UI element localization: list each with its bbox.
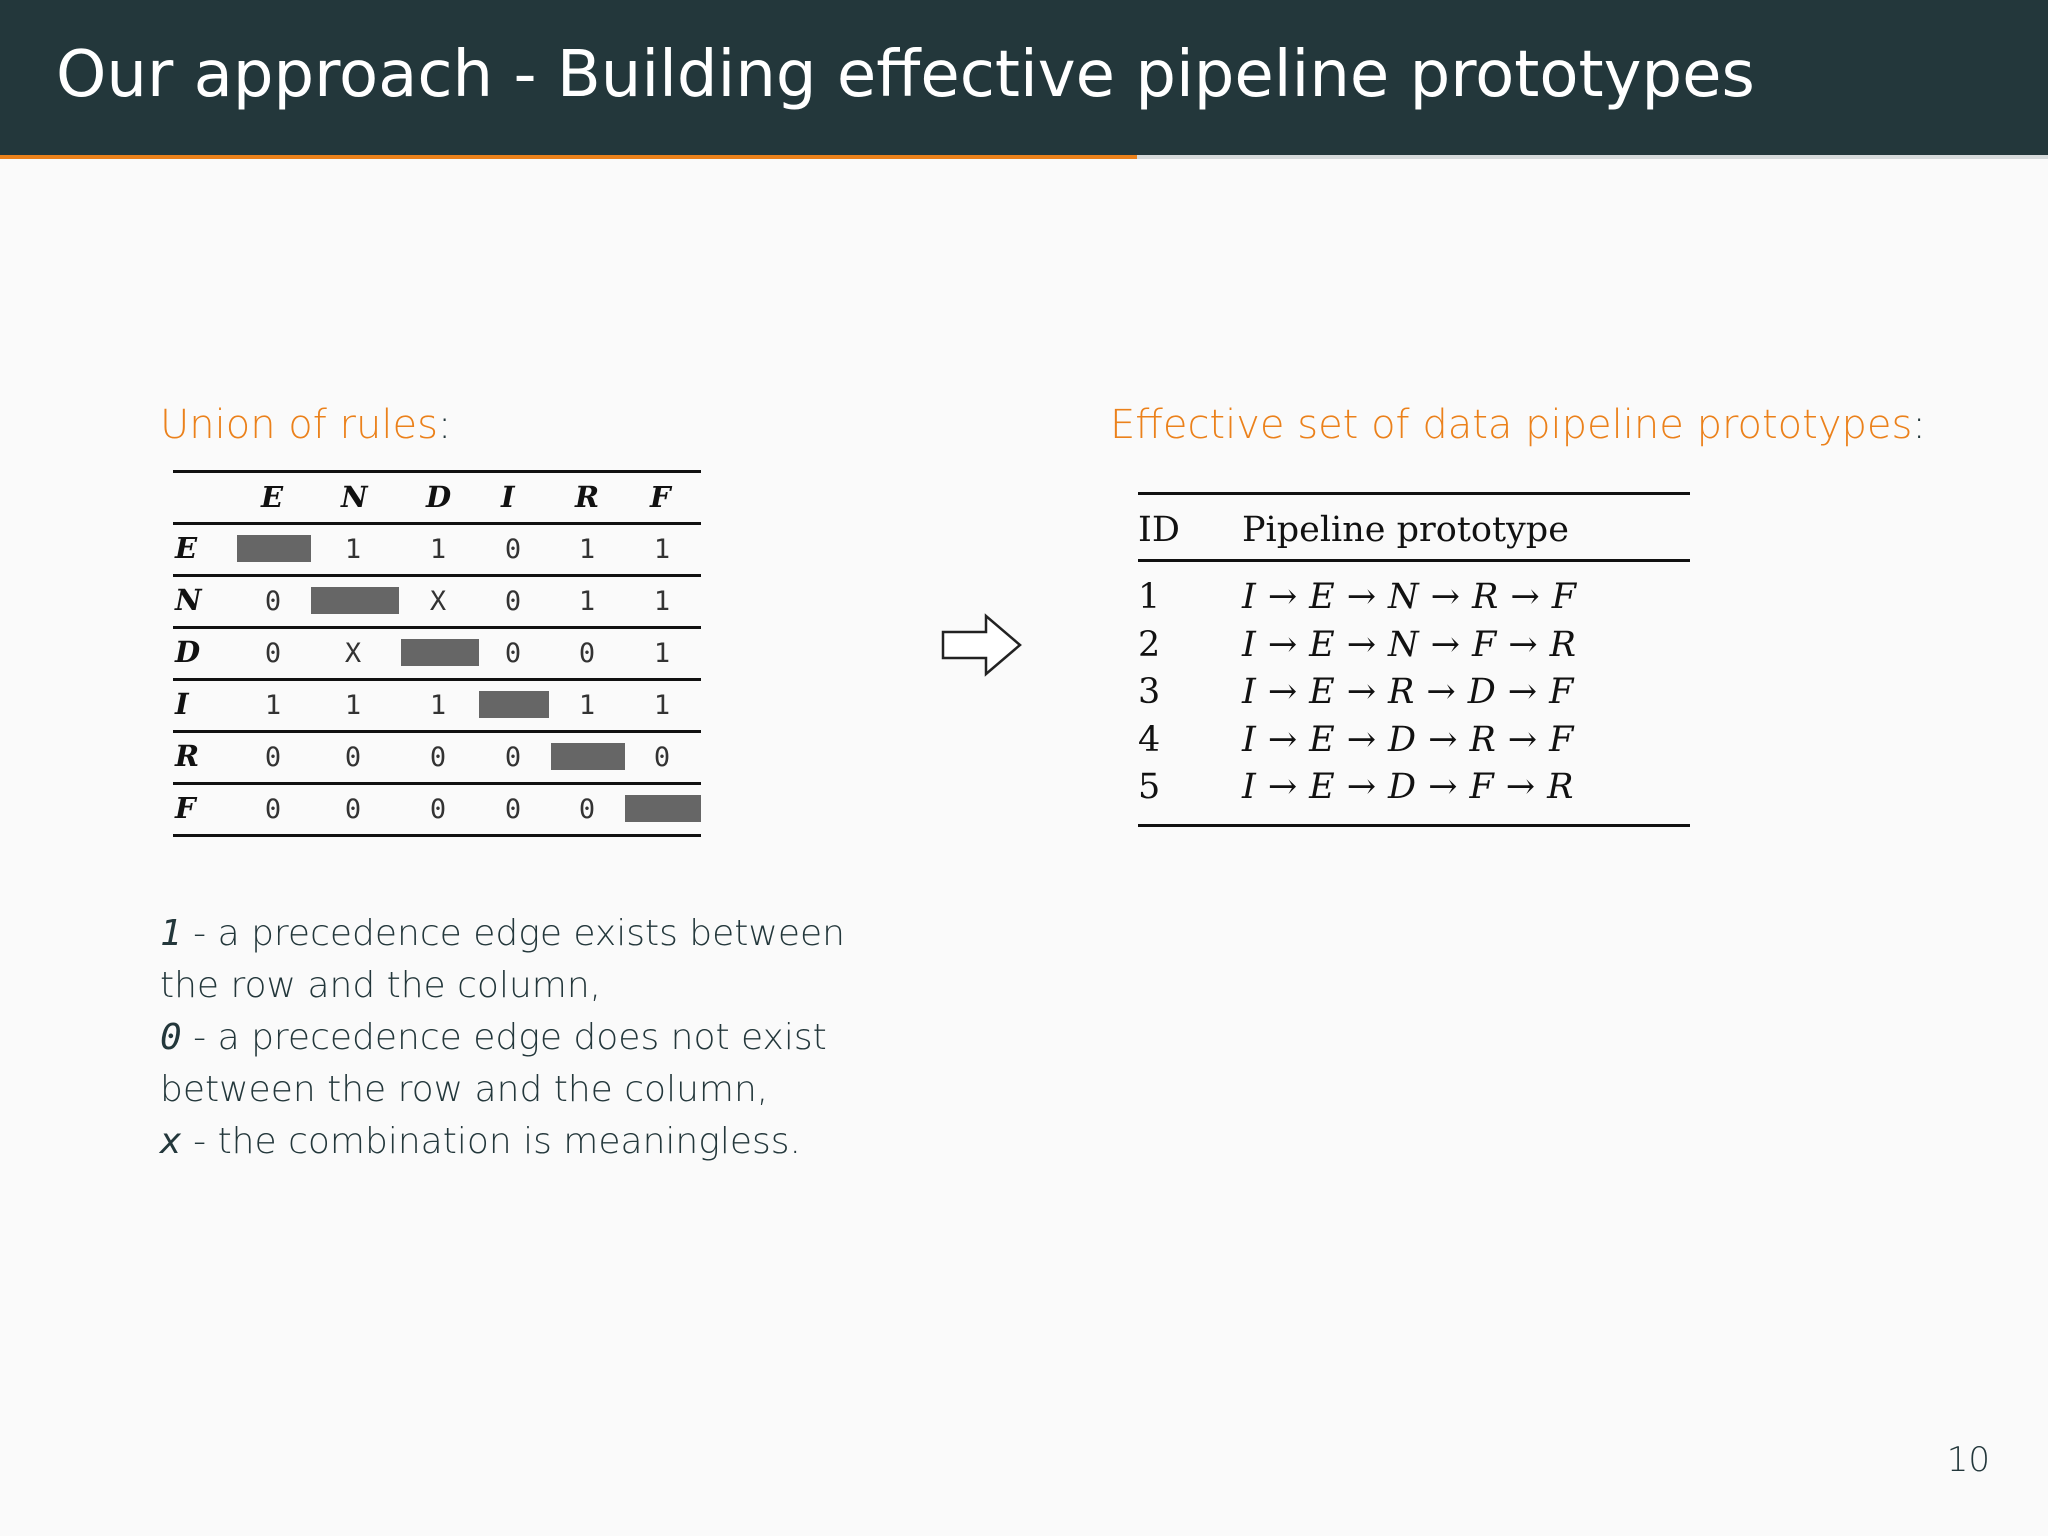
legend-text: - a precedence edge exists between xyxy=(181,913,845,954)
matrix-row-header: N xyxy=(175,583,202,617)
prototype-sequence xyxy=(1242,720,1573,760)
matrix-column-header: F xyxy=(650,480,671,514)
right-arrow-icon: → xyxy=(1346,719,1377,760)
prototype-step: E xyxy=(1309,672,1335,712)
matrix-cell: 0 xyxy=(504,638,522,669)
prototype-step: E xyxy=(1309,624,1335,665)
prototype-step: D xyxy=(1388,767,1417,807)
right-arrow-icon: → xyxy=(1267,719,1298,760)
matrix-cell: 1 xyxy=(264,690,282,721)
matrix-cell: 1 xyxy=(429,690,447,721)
matrix-cell: 1 xyxy=(578,534,596,565)
legend-text: - the combination is meaningless. xyxy=(181,1121,801,1162)
prototype-step: N xyxy=(1388,577,1419,617)
matrix-cell: 0 xyxy=(504,586,522,617)
right-arrow-icon: → xyxy=(1267,577,1298,617)
matrix-cell: 1 xyxy=(578,690,596,721)
matrix-row-header: E xyxy=(175,531,198,565)
prototype-step: R xyxy=(1549,624,1576,665)
matrix-row-rule xyxy=(173,574,701,577)
table-header-rule xyxy=(1138,559,1690,562)
prototype-id: 3 xyxy=(1138,672,1161,712)
matrix-header-rule xyxy=(173,522,701,525)
matrix-column-header: N xyxy=(341,480,368,514)
matrix-row-header: F xyxy=(175,791,196,825)
legend-symbol: 0 xyxy=(160,1017,182,1058)
matrix-cell: 0 xyxy=(344,742,362,773)
right-arrow-icon: → xyxy=(1428,719,1458,760)
prototype-sequence xyxy=(1242,577,1576,617)
matrix-cell: 0 xyxy=(264,638,282,669)
prototype-step: D xyxy=(1388,719,1417,760)
prototype-step: F xyxy=(1472,624,1497,665)
prototype-step: F xyxy=(1551,577,1576,617)
prototype-step: E xyxy=(1309,577,1335,617)
prototype-id: 1 xyxy=(1138,577,1161,617)
column-header-pipeline-prototype: Pipeline prototype xyxy=(1242,510,1569,550)
right-arrow-icon: → xyxy=(1508,624,1538,665)
right-arrow-icon: → xyxy=(1346,577,1377,617)
matrix-cell: 0 xyxy=(504,534,522,565)
matrix-cell: 1 xyxy=(653,534,671,565)
matrix-row-header: I xyxy=(175,687,189,721)
matrix-cell: 1 xyxy=(578,586,596,617)
right-arrow-icon: → xyxy=(1505,767,1536,807)
matrix-cell: 0 xyxy=(264,794,282,825)
matrix-cell: X xyxy=(429,586,447,617)
prototype-step: R xyxy=(1469,719,1496,760)
matrix-column-header: D xyxy=(426,480,452,514)
matrix-cell: 0 xyxy=(429,742,447,773)
matrix-top-rule xyxy=(173,470,701,473)
right-arrow-icon: → xyxy=(1267,624,1298,665)
prototype-step: F xyxy=(1469,767,1494,807)
prototype-step: E xyxy=(1309,719,1335,760)
matrix-cell: 0 xyxy=(504,742,522,773)
matrix-cell: 1 xyxy=(653,586,671,617)
matrix-row-rule xyxy=(173,626,701,629)
matrix-column-header: R xyxy=(575,480,600,514)
matrix-cell: 0 xyxy=(264,742,282,773)
column-header-id: ID xyxy=(1138,510,1180,550)
prototype-step: F xyxy=(1549,719,1574,760)
progress-bar xyxy=(0,155,2048,159)
legend-text: - a precedence edge does not exist xyxy=(181,1017,827,1058)
legend-symbol: x xyxy=(160,1121,182,1162)
prototype-step: R xyxy=(1388,672,1415,712)
right-arrow-icon xyxy=(940,612,1024,678)
matrix-cell: 0 xyxy=(344,794,362,825)
right-arrow-icon: → xyxy=(1430,577,1460,617)
right-arrow-icon: → xyxy=(1430,624,1460,665)
matrix-diagonal-block xyxy=(311,587,399,614)
right-arrow-icon: → xyxy=(1346,624,1377,665)
prototype-step: R xyxy=(1472,577,1499,617)
right-arrow-icon: → xyxy=(1346,767,1377,807)
matrix-cell: 0 xyxy=(429,794,447,825)
matrix-row-header: D xyxy=(175,635,201,669)
prototype-id: 4 xyxy=(1138,719,1161,760)
right-arrow-icon: → xyxy=(1428,767,1458,807)
table-top-rule xyxy=(1138,492,1690,495)
prototype-step: D xyxy=(1467,672,1496,712)
matrix-diagonal-block xyxy=(625,795,701,822)
legend-line-continued: between the row and the column, xyxy=(160,1069,769,1110)
right-arrow-icon: → xyxy=(1267,672,1298,712)
matrix-diagonal-block xyxy=(551,743,625,770)
prototype-step: E xyxy=(1309,767,1335,807)
matrix-cell: 0 xyxy=(578,794,596,825)
prototype-sequence xyxy=(1242,625,1576,665)
heading-colon: : xyxy=(437,402,452,448)
matrix-cell: 1 xyxy=(344,534,362,565)
matrix-cell: 0 xyxy=(264,586,282,617)
matrix-row-rule xyxy=(173,678,701,681)
matrix-row-rule xyxy=(173,834,701,837)
pipeline-prototypes-heading-text: Effective set of data pipeline prototypes xyxy=(1110,402,1913,448)
matrix-column-header: E xyxy=(261,480,284,514)
prototype-step: I xyxy=(1242,719,1256,760)
matrix-cell: 1 xyxy=(429,534,447,565)
prototype-id: 2 xyxy=(1138,624,1161,665)
table-bottom-rule xyxy=(1138,824,1690,827)
page-number: 10 xyxy=(1946,1440,1990,1480)
matrix-cell: 0 xyxy=(653,742,671,773)
heading-colon: : xyxy=(1912,402,1926,448)
legend-line xyxy=(160,908,845,960)
legend-line xyxy=(160,1116,845,1168)
matrix-row-rule xyxy=(173,730,701,733)
matrix-column-header: I xyxy=(501,480,515,514)
prototype-step: I xyxy=(1242,624,1256,665)
matrix-cell: X xyxy=(344,638,362,669)
legend-symbol: 1 xyxy=(160,913,182,954)
prototype-sequence xyxy=(1242,672,1573,712)
right-arrow-icon: → xyxy=(1426,672,1456,712)
matrix-cell: 1 xyxy=(344,690,362,721)
slide-title: Our approach - Building effective pipeline prototypes xyxy=(56,38,1755,112)
prototype-step: I xyxy=(1242,577,1256,617)
matrix-diagonal-block xyxy=(237,535,311,562)
union-of-rules-heading-text: Union of rules xyxy=(160,402,438,448)
slide-header xyxy=(0,0,2048,155)
union-of-rules-heading xyxy=(160,402,451,448)
prototype-id: 5 xyxy=(1138,767,1161,807)
matrix-cell: 0 xyxy=(578,638,596,669)
prototype-step: I xyxy=(1242,672,1256,712)
matrix-row-rule xyxy=(173,782,701,785)
legend-line xyxy=(160,1012,845,1064)
prototype-sequence xyxy=(1242,767,1573,807)
right-arrow-icon: → xyxy=(1346,672,1377,712)
right-arrow-icon: → xyxy=(1507,719,1538,760)
matrix-diagonal-block xyxy=(479,691,549,718)
right-arrow-icon: → xyxy=(1510,577,1540,617)
matrix-cell: 0 xyxy=(504,794,522,825)
prototype-step: I xyxy=(1242,767,1256,807)
progress-bar-fill xyxy=(0,155,1137,159)
matrix-cell: 1 xyxy=(653,638,671,669)
right-arrow-icon: → xyxy=(1507,672,1538,712)
legend-line-continued: the row and the column, xyxy=(160,965,602,1006)
matrix-diagonal-block xyxy=(401,639,479,666)
matrix-row-header: R xyxy=(175,739,200,773)
prototype-step: F xyxy=(1549,672,1574,712)
pipeline-prototypes-heading xyxy=(1110,402,1926,448)
matrix-cell: 1 xyxy=(653,690,671,721)
prototype-step: N xyxy=(1388,624,1419,665)
matrix-legend xyxy=(160,908,845,1168)
right-arrow-icon: → xyxy=(1267,767,1298,807)
prototype-step: R xyxy=(1547,767,1574,807)
